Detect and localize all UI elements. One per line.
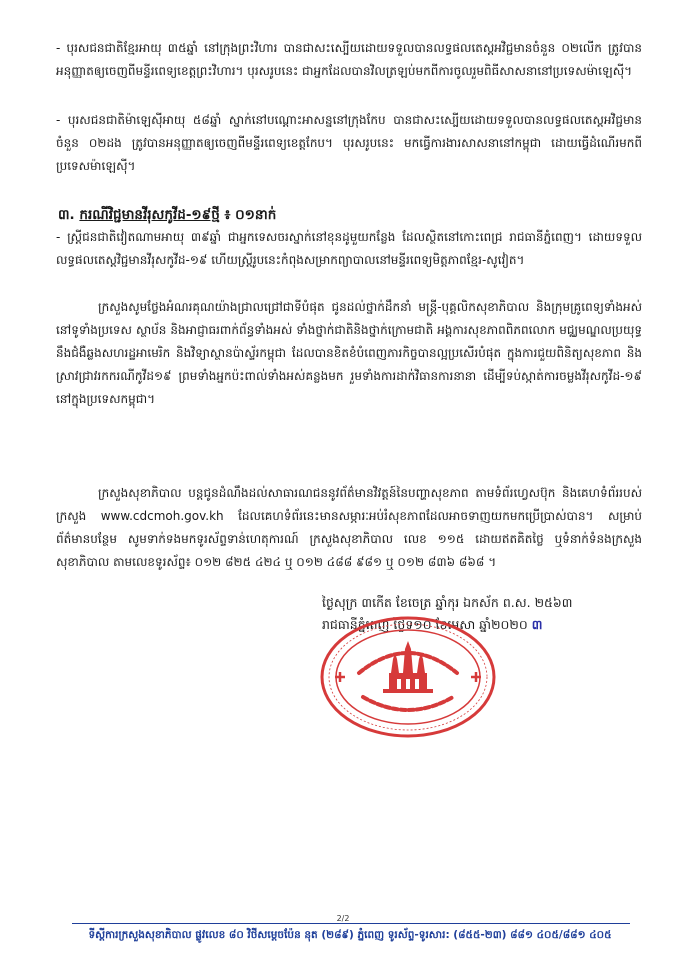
section-number: ៣. xyxy=(58,207,80,223)
recovered-case-paragraph-1: - បុរសជនជាតិខ្មែរអាយុ ៣៥ឆ្នាំ នៅក្រុងព្រះវិហារ បានជាសះស្បើយដោយទទួលបានលទ្ធផលតេស្តអវិជ្ជមានចំនួន ០២លើក ត្រូវបានអនុញ្ញាតឲ្យចេញពីមន្ទីរពេទ្យខេត្តព្រះវិហារ។ បុរសរូបនេះ ជាអ្នកដែលបានវិលត្រឡប់មកពីការចូលរួមពិធីសាសនានៅប្រទេសម៉ាឡេស៊ី។ xyxy=(56,41,642,78)
footer-address: ទីស្តីការក្រសួងសុខាភិបាល ផ្លូវលេខ ៨០ វិថីសម្តេចប៉ែន នុត (២៨៩) ភ្នំពេញ ទូរស័ព្ទ-ទូរសារ: (៨៥៥-២៣) ៨៨១ ៤០៥/៨៨១ ៤០៥ xyxy=(88,929,612,941)
thanks-paragraph: ក្រសួងសូមថ្លែងអំណរគុណយ៉ាងជ្រាលជ្រៅជាទីបំផុត ជូនដល់ថ្នាក់ដឹកនាំ មន្ត្រី-បុគ្គលិកសុខាភិបាល និងក្រុមគ្រូពេទ្យទាំងអស់នៅទូទាំងប្រទេស ស្ថាប័ន និងអាជ្ញាធរពាក់ព័ន្ធទាំងអស់ ទាំងថ្នាក់ជាតិនិងថ្នាក់ក្រោមជាតិ អង្គការសុខភាពពិភពលោក មជ្ឈមណ្ឌលប្រយុទ្ធនឹងជំងឺឆ្លងសហរដ្ឋអាមេរិក និងវិទ្យាស្ថានប៉ាស្ទ័រកម្ពុជា ដែលបានខិតខំបំពេញភារកិច្ចបានល្អប្រសើរបំផុត ក្នុងការជួយពិនិត្យសុខភាព និងស្រាវជ្រាវរកករណីកូវីដ១៩ ព្រមទាំងអ្នកប៉ះពាល់ទាំងអស់គន្លងមក រួមទាំងការដាក់វិធានការនានា ដើម្បីទប់ស្កាត់ការចម្លងវីរុសកូវីដ-១៩ នៅក្នុងប្រទេសកម្ពុជា។ xyxy=(56,300,642,406)
lunar-date: ថ្ងៃសុក្រ ៣កើត ខែចេត្រ ឆ្នាំកុរ ឯកស័ក ព.ស. ២៥៦៣ xyxy=(322,595,573,610)
page-number: 2/2 xyxy=(336,914,350,923)
ministry-seal-stamp xyxy=(319,615,497,739)
section-title: ករណីវិជ្ជមានវីរុសកូវីដ-១៩ថ្មី xyxy=(79,207,220,223)
info-paragraph: ក្រសួងសុខាភិបាល បន្តជូនដំណឹងដល់សាធារណជននូវព័ត៌មានវិវត្តន៍នៃបញ្ហាសុខភាព តាមទំព័រហ្វេសប៊ុក និងគេហទំព័ររបស់ក្រសួង www.cdcmoh.gov.kh ដែលគេហទំព័រនេះមានសម្ភារៈអប់រំសុខភាពដែលអាចទាញយកមកប្រើប្រាស់បាន។ សម្រាប់ព័ត៌មានបន្ថែម សូមទាក់ទងមកទូរស័ព្ទទាន់ហេតុការណ៍ ក្រសួងសុខាភិបាល លេខ ១១៥ ដោយឥតគិតថ្លៃ ឬទំនាក់ទំនងក្រសួងសុខាភិបាល តាមលេខទូរស័ព្ទ៖ ០១២ ៨២៥ ៤២៤ ឬ ០១២ ៤៨៨ ៩៨១ ឬ ០១២ ៨៣៦ ៨៦៨ ។ xyxy=(56,486,642,569)
recovered-case-paragraph-2: - បុរសជនជាតិម៉ាឡេស៊ីអាយុ ៥៨ឆ្នាំ ស្នាក់នៅបណ្ដោះអាសន្ននៅក្រុងកែប បានជាសះស្បើយដោយទទួលបានលទ្ធផលតេស្តអវិជ្ជមានចំនួន ០២ដង ត្រូវបានអនុញ្ញាតឲ្យចេញពីមន្ទីរពេទ្យខេត្តកែប។ បុរសរូបនេះ មកធ្វើការងារសាសនានៅកម្ពុជា ដោយធ្វើដំណើរមកពីប្រទេសម៉ាឡេស៊ី។ xyxy=(56,113,642,173)
solar-date: រាជធានីភ្នំពេញ ថ្ងៃទី១០ ខែមេសា ឆ្នាំ២០២០ xyxy=(322,617,528,632)
section-heading-new-cases xyxy=(58,204,638,226)
footer-divider xyxy=(72,923,630,924)
new-case-paragraph: - ស្ត្រីជនជាតិវៀតណាមអាយុ ៣៩ឆ្នាំ ជាអ្នកទេសចរស្នាក់នៅខុនដូមួយកន្លែង ដែលស្ថិតនៅកោះពេជ្រ រាជធានីភ្នំពេញ។ ដោយទទួលលទ្ធផលតេស្តវិជ្ជមានវីរុសកូវីដ-១៩ ហើយស្ត្រីរូបនេះកំពុងសម្រាកព្យាបាលនៅមន្ទីរពេទ្យមិត្តភាពខ្មែរ-សូវៀត។ xyxy=(56,230,642,267)
section-count: ៖ ០១នាក់ xyxy=(219,207,277,223)
signature-initials: ៣ xyxy=(531,617,543,632)
